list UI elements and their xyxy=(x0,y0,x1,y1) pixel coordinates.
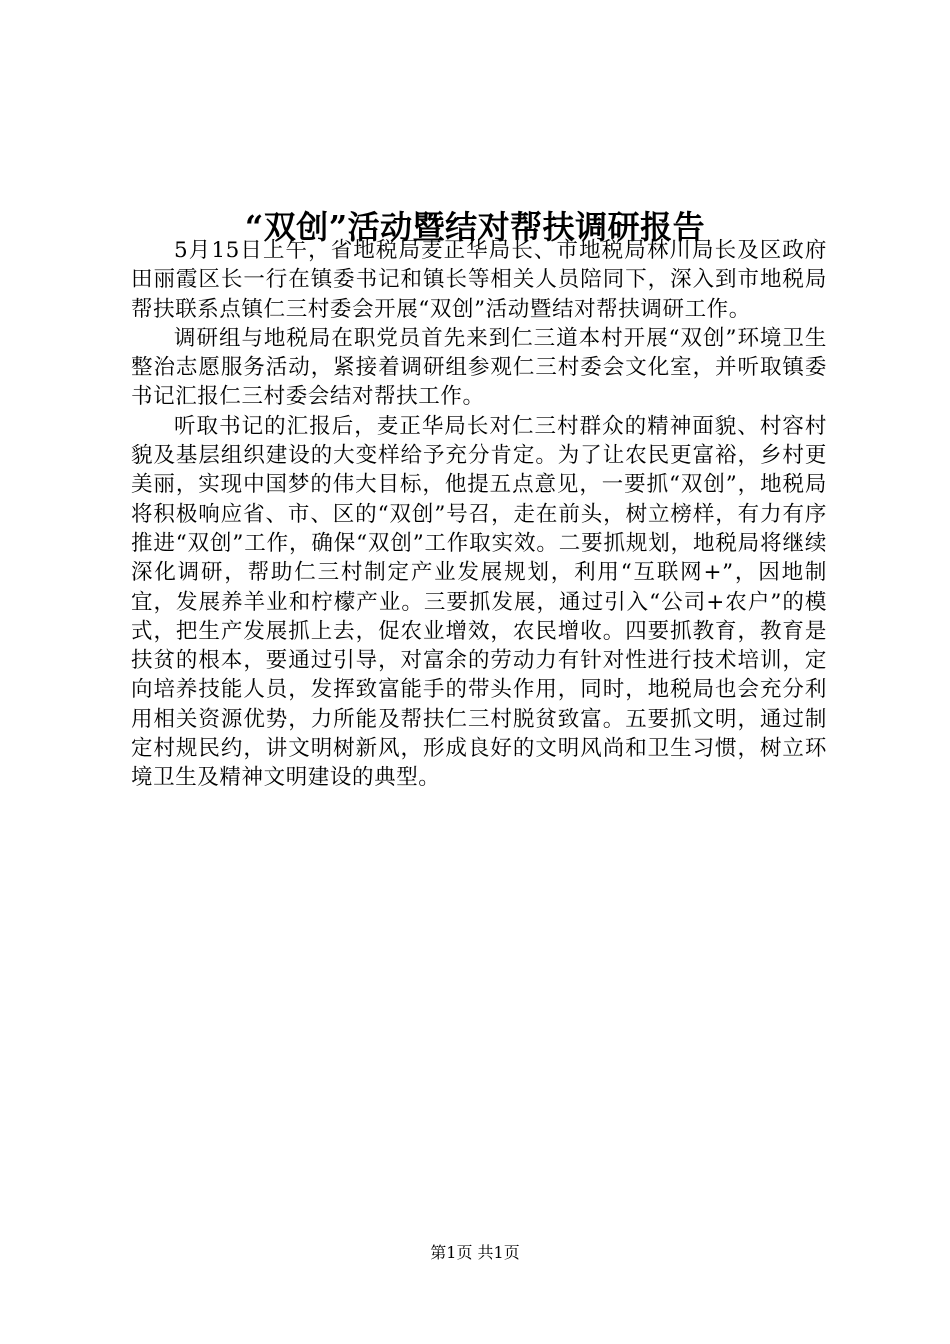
paragraph-2: 调研组与地税局在职党员首先来到仁三道本村开展“双创”环境卫生整治志愿服务活动，紧接着调研组参观仁三村委会文化室，并听取镇委书记汇报仁三村委会结对帮扶工作。 xyxy=(131,325,827,410)
document-title: “双创”活动暨结对帮扶调研报告 xyxy=(244,208,706,247)
paragraph-1: 5月15日上午，省地税局麦正华局长、市地税局林川局长及区政府田丽霞区长一行在镇委书记和镇长等相关人员陪同下，深入到市地税局帮扶联系点镇仁三村委会开展“双创”活动暨结对帮扶调研工作。 xyxy=(131,238,827,322)
paragraph-3: 听取书记的汇报后，麦正华局长对仁三村群众的精神面貌、村容村貌及基层组织建设的大变样给予充分肯定。为了让农民更富裕，乡村更美丽，实现中国梦的伟大目标，他提五点意见，一要抓“双创”，地税局将积极响应省、市、区的“双创”号召，走在前头，树立榜样，有力有序推进“双创”工作，确保“双创”工作取实效。二要抓规划，地税局将继续深化调研，帮助仁三村制定产业发展规划，利用“互联网+”，因地制宜，发展养羊业和柠檬产业。三要抓发展，通过引入“公司+农户”的模式，把生产发展抓上去，促农业增效，农民增收。四要抓教育，教育是扶贫的根本，要通过引导，对富余的劳动力有针对性进行技术培训，定向培养技能人员，发挥致富能手的带头作用，同时，地税局也会充分利用相关资源优势，力所能及帮扶仁三村脱贫致富。五要抓文明，通过制定村规民约，讲文明树新风，形成良好的文明风尚和卫生习惯，树立环境卫生及精神文明建设的典型。 xyxy=(131,413,827,791)
document-body xyxy=(131,236,827,793)
page-footer: 第1页 共1页 xyxy=(430,1243,520,1262)
